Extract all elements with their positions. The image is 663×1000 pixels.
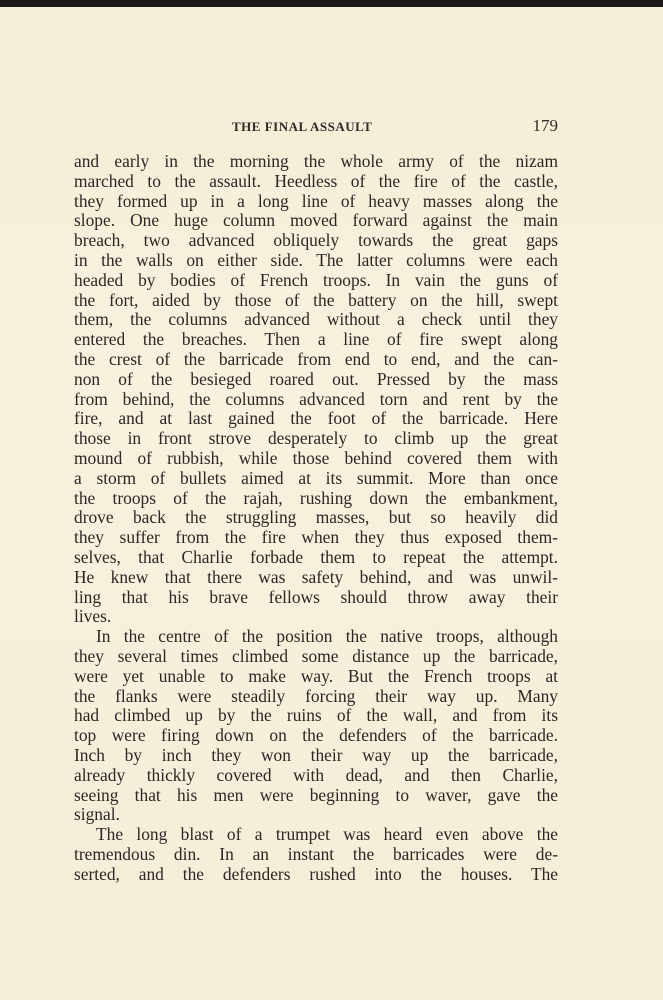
body-text [74, 152, 558, 884]
text-line: He knew that there was safety behind, and was unwil- [74, 566, 558, 587]
text-line: entered the breaches. Then a line of fire swept along [74, 329, 558, 350]
text-line: fire, and at last gained the foot of the barricade. Here [74, 408, 558, 429]
text-line: were yet unable to make way. But the French troops at [74, 665, 558, 686]
text-line: they formed up in a long line of heavy masses along the [74, 190, 558, 211]
text-line: and early in the morning the whole army of the nizam [74, 151, 558, 171]
text-line: ling that his brave fellows should throw away their [74, 586, 558, 607]
text-line: mound of rubbish, while those behind covered them with [74, 447, 558, 468]
text-line: in the walls on either side. The latter columns were each [74, 249, 558, 270]
text-line: the troops of the rajah, rushing down the embankment, [74, 487, 558, 508]
running-title: THE FINAL ASSAULT [232, 119, 373, 134]
text-line: selves, that Charlie forbade them to repeat the attempt. [74, 546, 558, 567]
text-line: a storm of bullets aimed at its summit. More than once [74, 467, 558, 488]
text-line: already thickly covered with dead, and then Charlie, [74, 764, 558, 785]
text-line: from behind, the columns advanced torn and rent by the [74, 388, 558, 409]
text-line: lives. [74, 606, 112, 627]
text-line: tremendous din. In an instant the barricades were de- [74, 843, 558, 864]
page-number: 179 [532, 116, 558, 135]
text-line: the fort, aided by those of the battery on the hill, swept [74, 289, 558, 310]
text-line: had climbed up by the ruins of the wall, and from its [74, 705, 558, 726]
text-line: non of the besieged roared out. Pressed by the mass [74, 368, 558, 389]
text-line: drove back the struggling masses, but so heavily did [74, 507, 558, 528]
text-line: they several times climbed some distance up the barricade, [74, 645, 558, 666]
text-line: they suffer from the fire when they thus exposed them- [74, 527, 558, 548]
text-line: The long blast of a trumpet was heard even above the [96, 824, 558, 845]
text-line: the crest of the barricade from end to end, and the can- [74, 348, 558, 369]
page-top-edge [0, 0, 663, 7]
text-line: top were firing down on the defenders of the barricade. [74, 725, 558, 746]
text-line: them, the columns advanced without a check until they [74, 309, 558, 330]
running-head [74, 117, 558, 137]
text-line: seeing that his men were beginning to waver, gave the [74, 784, 558, 805]
text-line: marched to the assault. Heedless of the fire of the castle, [74, 170, 558, 191]
text-line: headed by bodies of French troops. In vain the guns of [74, 269, 558, 290]
text-line: signal. [74, 804, 120, 825]
text-line: those in front strove desperately to climb up the great [74, 428, 558, 449]
text-line: serted, and the defenders rushed into the houses. The [74, 863, 558, 884]
text-line: breach, two advanced obliquely towards the great gaps [74, 230, 558, 251]
text-line: the flanks were steadily forcing their way up. Many [74, 685, 558, 706]
text-line: Inch by inch they won their way up the barricade, [74, 744, 558, 765]
text-line: slope. One huge column moved forward against the main [74, 210, 558, 231]
text-line: In the centre of the position the native troops, although [96, 626, 558, 647]
